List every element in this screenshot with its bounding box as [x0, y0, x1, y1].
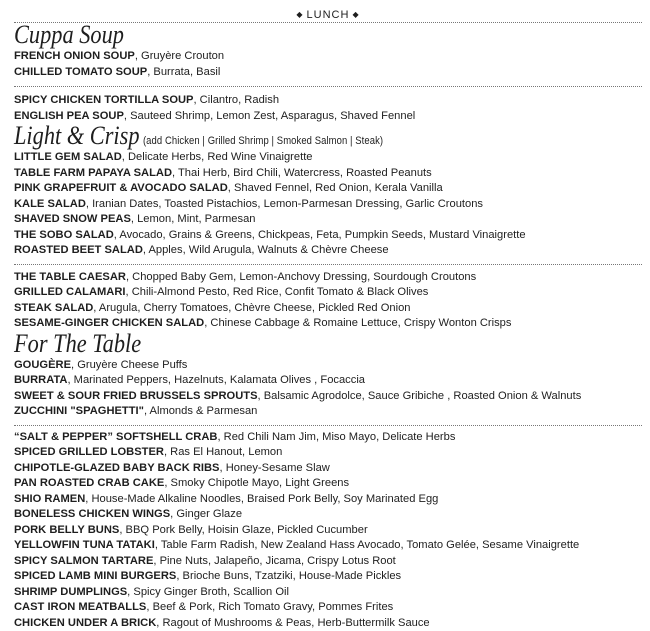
menu-group: [14, 430, 642, 631]
menu-item: THE TABLE CAESAR, Chopped Baby Gem, Lemon-Anchovy Dressing, Sourdough Croutons: [14, 270, 640, 286]
menu-item: BURRATA, Marinated Peppers, Hazelnuts, Kalamata Olives , Focaccia: [14, 373, 640, 389]
menu-item: SPICED GRILLED LOBSTER, Ras El Hanout, Lemon: [14, 445, 640, 461]
menu-item: SESAME-GINGER CHICKEN SALAD, Chinese Cabbage & Romaine Lettuce, Crispy Wonton Crisps: [14, 316, 640, 332]
menu-item: SHRIMP DUMPLINGS, Spicy Ginger Broth, Scallion Oil: [14, 585, 640, 601]
menu-item: SPICY CHICKEN TORTILLA SOUP, Cilantro, Radish: [14, 93, 640, 109]
menu-item: PINK GRAPEFRUIT & AVOCADO SALAD, Shaved Fennel, Red Onion, Kerala Vanilla: [14, 181, 640, 197]
menu-item: CAST IRON MEATBALLS, Beef & Pork, Rich Tomato Gravy, Pommes Frites: [14, 600, 640, 616]
section-title: For The Table: [14, 332, 554, 358]
menu-item: SPICY SALMON TARTARE, Pine Nuts, Jalapeño, Jicama, Crispy Lotus Root: [14, 554, 640, 570]
diamond-icon: ◆: [349, 10, 362, 19]
menu-group: [14, 93, 642, 124]
menu-item: YELLOWFIN TUNA TATAKI, Table Farm Radish, New Zealand Hass Avocado, Tomato Gelée, Sesame Vinaigrette: [14, 538, 640, 554]
menu-item: THE SOBO SALAD, Avocado, Grains & Greens, Chickpeas, Feta, Pumpkin Seeds, Mustard Vinaigrette: [14, 228, 640, 244]
menu-item: BONELESS CHICKEN WINGS, Ginger Glaze: [14, 507, 640, 523]
menu-item: STEAK SALAD, Arugula, Cherry Tomatoes, Chèvre Cheese, Pickled Red Onion: [14, 301, 640, 317]
menu-item: SPICED LAMB MINI BURGERS, Brioche Buns, Tzatziki, House-Made Pickles: [14, 569, 640, 585]
menu-item: GRILLED CALAMARI, Chili-Almond Pesto, Red Rice, Confit Tomato & Black Olives: [14, 285, 640, 301]
menu-item: TABLE FARM PAPAYA SALAD, Thai Herb, Bird Chili, Watercress, Roasted Peanuts: [14, 166, 640, 182]
menu-item: “SALT & PEPPER” SOFTSHELL CRAB, Red Chili Nam Jim, Miso Mayo, Delicate Herbs: [14, 430, 640, 446]
menu-item: GOUGÈRE, Gruyère Cheese Puffs: [14, 358, 640, 374]
menu-group: [14, 270, 642, 332]
menu-item: CHIPOTLE-GLAZED BABY BACK RIBS, Honey-Sesame Slaw: [14, 461, 640, 477]
menu-item: SWEET & SOUR FRIED BRUSSELS SPROUTS, Balsamic Agrodolce, Sauce Gribiche , Roasted Onion & Walnuts: [14, 389, 640, 405]
menu-item: SHIO RAMEN, House-Made Alkaline Noodles, Braised Pork Belly, Soy Marinated Egg: [14, 492, 640, 508]
menu-group: [14, 49, 642, 80]
section-subtitle: (add Chicken | Grilled Shrimp | Smoked Salmon | Steak): [143, 135, 383, 147]
menu-item: FRENCH ONION SOUP, Gruyère Crouton: [14, 49, 640, 65]
diamond-icon: ◆: [293, 10, 306, 19]
section-title: Cuppa Soup: [14, 23, 554, 49]
menu-item: LITTLE GEM SALAD, Delicate Herbs, Red Wine Vinaigrette: [14, 150, 640, 166]
menu-item: SHAVED SNOW PEAS, Lemon, Mint, Parmesan: [14, 212, 640, 228]
menu-page: [14, 8, 642, 631]
menu-item: ZUCCHINI "SPAGHETTI", Almonds & Parmesan: [14, 404, 640, 420]
menu-item: PORK BELLY BUNS, BBQ Pork Belly, Hoisin Glaze, Pickled Cucumber: [14, 523, 640, 539]
menu-item: PAN ROASTED CRAB CAKE, Smoky Chipotle Mayo, Light Greens: [14, 476, 640, 492]
menu-item: KALE SALAD, Iranian Dates, Toasted Pistachios, Lemon-Parmesan Dressing, Garlic Croutons: [14, 197, 640, 213]
menu-item: ENGLISH PEA SOUP, Sauteed Shrimp, Lemon Zest, Asparagus, Shaved Fennel: [14, 109, 640, 125]
menu-item: ROASTED BEET SALAD, Apples, Wild Arugula, Walnuts & Chèvre Cheese: [14, 243, 640, 259]
section-title: Light & Crisp (add Chicken | Grilled Shrimp | Smoked Salmon | Steak): [14, 124, 554, 150]
menu-header-label: LUNCH: [307, 9, 350, 21]
menu-group: [14, 150, 642, 259]
menu-item: CHILLED TOMATO SOUP, Burrata, Basil: [14, 65, 640, 81]
menu-item: CHICKEN UNDER A BRICK, Ragout of Mushrooms & Peas, Herb-Buttermilk Sauce: [14, 616, 640, 631]
menu-group: [14, 358, 642, 420]
